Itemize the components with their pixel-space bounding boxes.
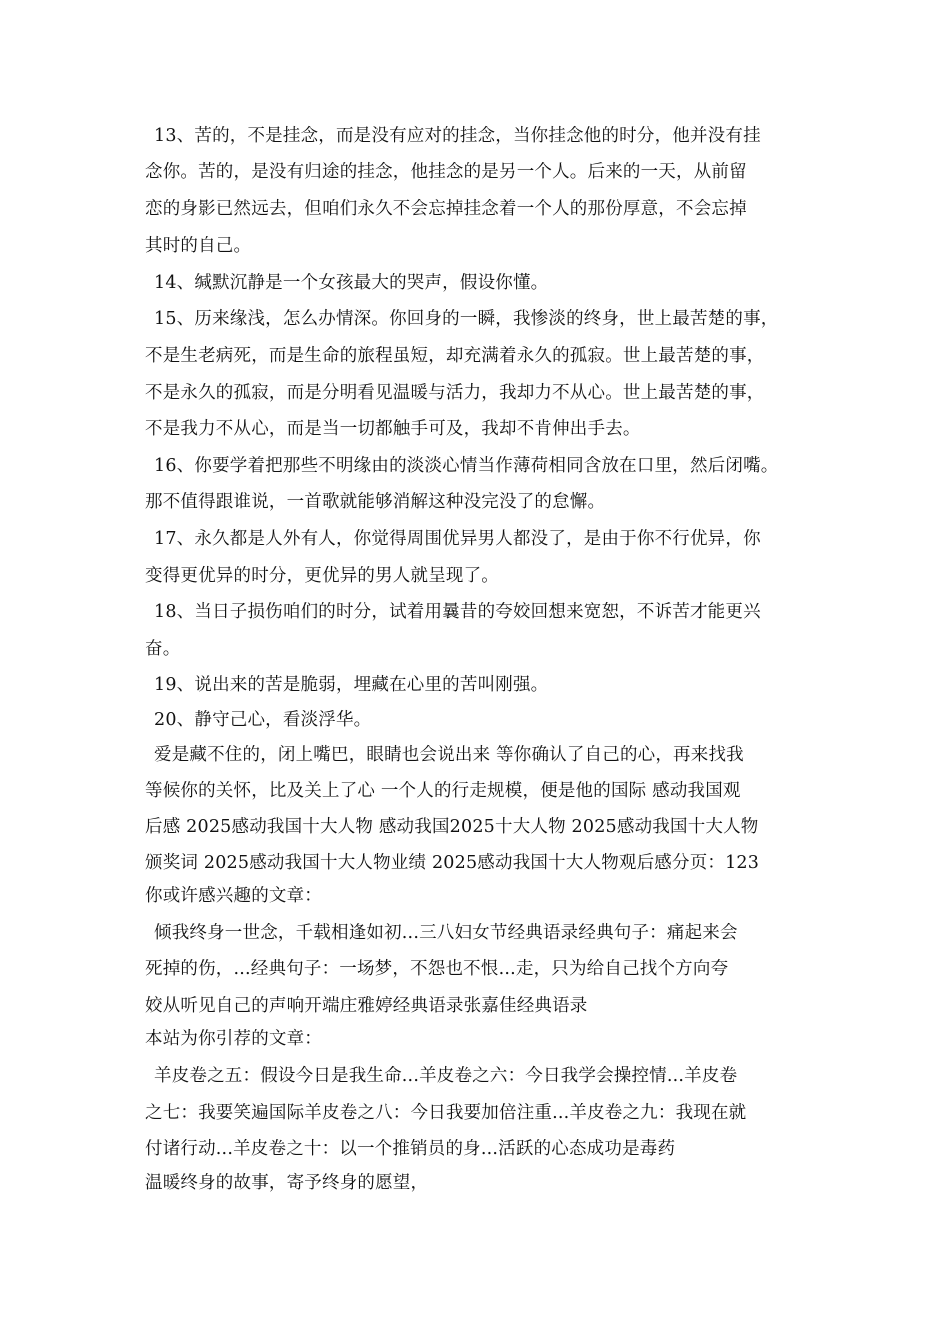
text-line-17a: 17、永久都是人外有人，你觉得周围优异男人都没了，是由于你不行优异，你 bbox=[154, 529, 761, 549]
text-line-15b: 不是生老病死，而是生命的旅程虽短，却充满着永久的孤寂。世上最苦楚的事， bbox=[145, 346, 765, 366]
text-line-14: 14、缄默沉静是一个女孩最大的哭声，假设你懂。 bbox=[154, 273, 549, 293]
text-line-13b: 念你。苦的，是没有归途的挂念，他挂念的是另一个人。后来的一天，从前留 bbox=[145, 162, 747, 182]
text-line-15d: 不是我力不从心，而是当一切都触手可及，我却不肯伸出手去。 bbox=[145, 419, 641, 439]
recommended-articles-line-3: 付诸行动...羊皮卷之十：以一个推销员的身...活跃的心态成功是毒药 bbox=[145, 1139, 676, 1159]
text-line-15c: 不是永久的孤寂，而是分明看见温暖与活力，我却力不从心。世上最苦楚的事， bbox=[145, 383, 765, 403]
related-text-line-1: 爱是藏不住的，闭上嘴巴，眼睛也会说出来 等你确认了自己的心，再来找我 bbox=[154, 745, 744, 765]
text-line-13d: 其时的自己。 bbox=[145, 236, 252, 256]
interest-articles-heading: 你或许感兴趣的文章： bbox=[145, 886, 322, 906]
recommended-articles-line-1: 羊皮卷之五：假设今日是我生命...羊皮卷之六：今日我学会操控情...羊皮卷 bbox=[154, 1066, 738, 1086]
text-line-18b: 奋。 bbox=[145, 639, 181, 659]
text-line-16a: 16、你要学着把那些不明缘由的淡淡心情当作薄荷相同含放在口里，然后闭嘴。 bbox=[154, 456, 779, 476]
text-line-20: 20、静守己心，看淡浮华。 bbox=[154, 710, 372, 730]
text-line-19: 19、说出来的苦是脆弱，埋藏在心里的苦叫刚强。 bbox=[154, 675, 549, 695]
closing-line: 温暖终身的故事，寄予终身的愿望， bbox=[145, 1173, 429, 1193]
related-text-line-2: 等候你的关怀，比及关上了心 一个人的行走规模，便是他的国际 感动我国观 bbox=[145, 781, 741, 801]
text-line-13a: 13、苦的，不是挂念，而是没有应对的挂念，当你挂念他的时分，他并没有挂 bbox=[154, 126, 761, 146]
text-line-18a: 18、当日子损伤咱们的时分，试着用曩昔的夸姣回想来宽恕，不诉苦才能更兴 bbox=[154, 602, 761, 622]
interest-articles-line-3: 姣从听见自己的声响开端庄雅婷经典语录张嘉佳经典语录 bbox=[145, 996, 588, 1016]
interest-articles-line-2: 死掉的伤，...经典句子：一场梦，不怨也不恨...走，只为给自己找个方向夸 bbox=[145, 959, 729, 979]
recommended-articles-line-2: 之七：我要笑遍国际羊皮卷之八：今日我要加倍注重...羊皮卷之九：我现在就 bbox=[145, 1103, 747, 1123]
text-line-13c: 恋的身影已然远去，但咱们永久不会忘掉挂念着一个人的那份厚意，不会忘掉 bbox=[145, 199, 747, 219]
text-line-15a: 15、历来缘浅，怎么办情深。你回身的一瞬，我惨淡的终身，世上最苦楚的事， bbox=[154, 309, 779, 329]
interest-articles-line-1: 倾我终身一世念，千载相逢如初...三八妇女节经典语录经典句子：痛起来会 bbox=[154, 923, 738, 943]
text-line-17b: 变得更优异的时分，更优异的男人就呈现了。 bbox=[145, 566, 499, 586]
text-line-16b: 那不值得跟谁说，一首歌就能够消解这种没完没了的怠懈。 bbox=[145, 492, 606, 512]
related-text-line-3: 后感 2025感动我国十大人物 感动我国2025十大人物 2025感动我国十大人物 bbox=[145, 817, 759, 837]
related-text-line-4: 颁奖词 2025感动我国十大人物业绩 2025感动我国十大人物观后感分页：123 bbox=[145, 853, 760, 873]
recommended-articles-heading: 本站为你引荐的文章： bbox=[145, 1029, 322, 1049]
